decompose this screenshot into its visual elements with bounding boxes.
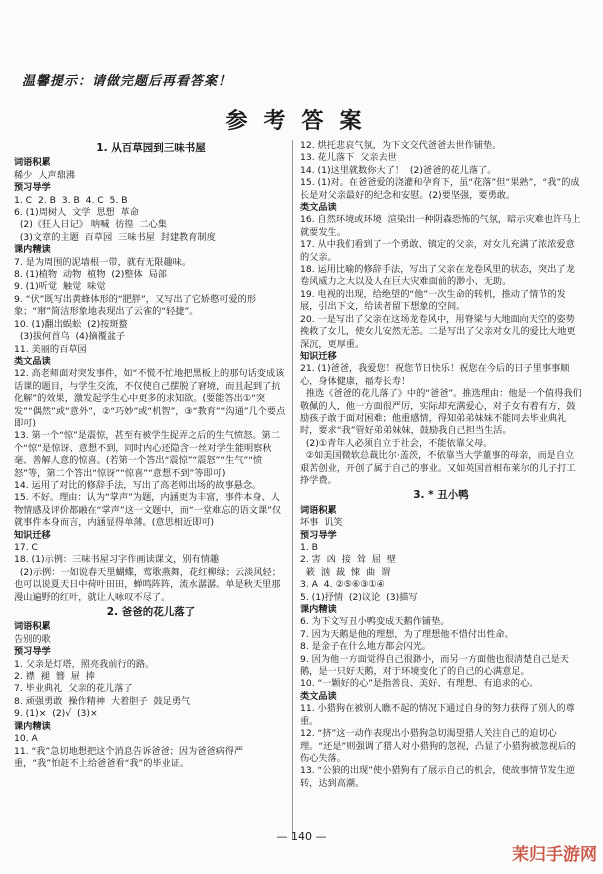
- subsection-heading: 课内精读: [300, 604, 337, 616]
- answer-line: 13. 花儿落下 父亲去世: [300, 152, 397, 164]
- answer-line: 2. 襟 褪 簪 屉 捧: [14, 671, 95, 683]
- answer-line: 告别的歌: [14, 633, 51, 645]
- answer-line: 14. (1)这里就数你大了！ (2)爸爸的花儿落了。: [300, 164, 497, 176]
- answer-line: ②如美国微软总裁比尔·盖茨，不依靠当大学董事的母亲，而是自立艰苦创业，开创了属于自己的事业。又如英国首相布莱尔的儿子打工挣学费。: [300, 450, 576, 486]
- section-heading: 3. * 丑小鸭: [413, 489, 469, 502]
- section-heading: 2. 爸爸的花儿落了: [106, 606, 196, 619]
- answer-line: (2)①青年人必须自立于社会，不能依靠父母。: [300, 437, 493, 449]
- answer-line: 簌 汹 裁 悚 曲 谓: [300, 566, 391, 578]
- column-divider: [292, 140, 293, 840]
- answer-line: 6. (1)周树人 文学 思想 革命: [14, 207, 139, 219]
- right-column: [300, 140, 582, 790]
- answer-line: 11. “我”急切地想把这个消息告诉爸爸；因为爸爸病得严重，“我”怕赶不上给爸爸看“我”的毕业证。: [14, 745, 244, 769]
- page-title: 参考答案: [225, 109, 378, 134]
- answer-line: 10. A: [14, 733, 38, 745]
- subsection-heading: 课内精读: [14, 244, 51, 256]
- answer-line: 8. (1)植物 动物 植物 (2)整体 局部: [14, 269, 167, 281]
- answer-line: 15. 不好。理由：认为“掌声”为题，内涵更为丰富，事件本身、人物情感及评价都融在“掌声”这一文题中，而“一堂难忘的语文课”仅就事件本身而言，内涵显得单薄。(意思相近即可): [14, 492, 282, 529]
- subsection-heading: 类文品读: [300, 202, 337, 214]
- subsection-heading: 词语积累: [14, 157, 51, 169]
- subsection-heading: 知识迁移: [300, 350, 337, 362]
- answer-line: 15. (1)对。在爸爸爱的浇灌和孕育下，虽“花落”但“果熟”，“我”的成长是对父亲最好的纪念和安慰。(2)要坚强，要勇敢。: [300, 177, 580, 201]
- answer-line: 推选《爸爸的花儿落了》中的“爸爸”。推选理由：他是一个值得我们敬佩的人，他一方面很严厉，实际却充满爱心，对子女有着有方，鼓励孩子敢于面对困难；他重感情，得知弟弟妹妹不能同去毕业典礼时，要求“我”管好弟弟妹妹，鼓励我自己担当生活。: [300, 388, 582, 437]
- subsection-heading: 课内精读: [14, 720, 51, 732]
- subsection-heading: 词语积累: [14, 621, 51, 633]
- section-heading: 1. 从百草园到三味书屋: [96, 142, 206, 154]
- answer-line: 9. (1)听觉 触觉 味觉: [14, 281, 106, 293]
- answer-line: 10. (1)翻出蜈蚣 (2)按斑蝥: [14, 318, 128, 330]
- answer-line: 10. “一颗好的心”是指善良、美好、有理想、有追求的心。: [300, 678, 539, 690]
- answer-line: 9. (1)× (2)√ (3)×: [14, 708, 98, 720]
- subsection-heading: 类文品读: [14, 355, 51, 367]
- answer-line: 12. 高老师面对突发事件，如“不慌不忙地把黑板上的那句话变成该话课的题目，与学生交流，不仅使自己摆脱了窘境，而且起到了抗化解”的效果，激发起学生心中更多的求知欲。(要能答出①“突发”“偶然”或“意外”，②“巧妙”或“机智”，③“教育”“沟通”几个要点即可): [14, 368, 286, 429]
- site-watermark: 茉归手游网: [512, 845, 597, 865]
- answer-line: 12. “挤”这一动作表现出小猎狗急切渴望猎人关注自己的迫切心理。“还是”则强调了猎人对小猎狗的忽视，凸显了小猎狗被忽视后的伤心失落。: [300, 728, 576, 764]
- answer-line: 12. 烘托悲哀气氛，为下文交代爸爸去世作铺垫。: [300, 140, 502, 151]
- answer-line: 18. 运用比喻的修辞手法，写出了父亲在龙卷风里的状态，突出了龙卷风威力之大以及人在巨大灾难面前的渺小、无助。: [300, 264, 575, 288]
- answer-line: 11. 美丽的百草园: [14, 343, 87, 355]
- left-column: [14, 140, 288, 770]
- answer-line: 20. 一是写出了父亲在这场龙卷风中，用脊梁与大地面向天空的姿势挽救了女儿，使女儿安然无恙。二是写出了父亲对女儿的爱比大地更深沉，更厚重。: [300, 313, 576, 350]
- page-number: — 140 —: [276, 830, 327, 843]
- subsection-heading: 知识迁移: [14, 529, 51, 541]
- answer-line: 7. 因为天鹅是他的理想，为了理想他不惜付出性命。: [300, 628, 514, 640]
- answer-line: 3. A 4. ②⑤⑥③①④: [300, 579, 385, 591]
- subsection-heading: 词语积累: [300, 504, 337, 516]
- answer-line: 2. 害 凶 接 耸 屈 壁: [300, 554, 397, 566]
- answer-line: (2)示例：一如说春天里蝴蝶，莺歌燕舞，花红柳绿；云淡风轻；也可以说夏天日中荷叶田田，蝉鸣阵阵，流水潺潺。单是秋天里那漫山遍野的红叶，就让人咏叹不尽了。: [14, 566, 281, 603]
- answer-line: 5. (1)抒情 (2)议论 (3)描写: [300, 591, 418, 603]
- answer-line: 16. 自然环境或环境 渲染出一种阴森恐怖的气氛，暗示灾难也许马上就要发生。: [300, 214, 581, 238]
- answer-line: 7. 毕业典礼 父亲的花儿落了: [14, 683, 133, 695]
- warm-tip: 温馨提示：请做完题后再看答案！: [22, 74, 233, 89]
- answer-line: 1. C 2. B 3. B 4. C 5. B: [14, 194, 128, 206]
- answer-line: (2)《狂人日记》 呐喊 彷徨 二心集: [14, 219, 167, 231]
- subsection-heading: 预习导学: [14, 646, 51, 658]
- answer-line: 13. 第一个“惊”是震惊，甚至有被学生捉弄之后的生气愤怒。第二个“惊”是惊讶、意想不到，同时内心还隐含一丝对学生能明察秋毫、善解人意的惊喜。(若第一个答出“震惊”“震怒”“生气”“愤怒”等，第二个答出“惊讶”“惊喜”“意想不到”等即可): [14, 430, 280, 479]
- answer-line: 9. 因为他一方面觉得自己很渺小，而另一方面他也很清楚自己是天鹅，是一只好天鹅，对于环境变化了的自己的心满意足。: [300, 653, 569, 678]
- subsection-heading: 类文品读: [300, 690, 337, 702]
- answer-line: 11. 小猎狗在被别人瞧不起的情况下通过自身的努力获得了别人的尊重。: [300, 703, 575, 727]
- answer-line: 21. (1)爸爸，我爱您！祝您节日快乐！祝您在今后的日子里事事顺心，身体健康，福寿长寿！: [300, 363, 570, 387]
- answer-line: 14. 运用了对比的修辞手法，写出了高老师出场的故事悬念。: [14, 479, 262, 491]
- subsection-heading: 预习导学: [300, 529, 337, 541]
- answer-line: 9. “伏”既写出黄蜂体形的“肥胖”，又写出了它娇憨可爱的形象；“窜”简洁形象地表现出了云雀的“轻捷”。: [14, 293, 257, 318]
- answer-line: 7. 是为周围的泥墙根一带，就有无限趣味。: [14, 256, 192, 268]
- answer-line: (3)文章的主题 百草园 三味书屋 封建教育制度: [14, 231, 216, 243]
- answer-line: 13. “公狼的出现”使小猎狗有了展示自己的机会，使故事情节发生逆转，达到高潮。: [300, 765, 576, 789]
- answer-line: 稀少 人声鼎沸: [14, 169, 75, 181]
- answer-line: 17. 从中我们看到了一个勇敢、镇定的父亲，对女儿充满了浓浓爱意的父亲。: [300, 239, 575, 263]
- answer-line: (3)拔何首乌 (4)摘覆盆子: [14, 331, 126, 343]
- subsection-heading: 预习导学: [14, 182, 51, 194]
- answer-line: 18. (1)示例：三味书屋习字作画读课文，别有情趣: [14, 554, 220, 566]
- answer-line: 19. 电视的出现，给绝望的“他”一次生命的转机，推动了情节的发展，引出下文，给读者留下想象的空间。: [300, 288, 566, 313]
- answer-line: 1. 父亲是灯塔，照亮我前行的路。: [14, 658, 155, 670]
- answer-line: 17. C: [14, 542, 38, 553]
- answer-line: 8. 顽强勇敢 操作精神 大着胆子 鼓足勇气: [14, 695, 191, 707]
- answer-line: 坏事 讥笑: [300, 517, 343, 529]
- answer-line: 8. 是金子在什么地方都会闪光。: [300, 641, 432, 653]
- answer-line: 6. 为下文写丑小鸭变成天鹅作铺垫。: [300, 616, 450, 628]
- answer-line: 1. B: [300, 542, 318, 553]
